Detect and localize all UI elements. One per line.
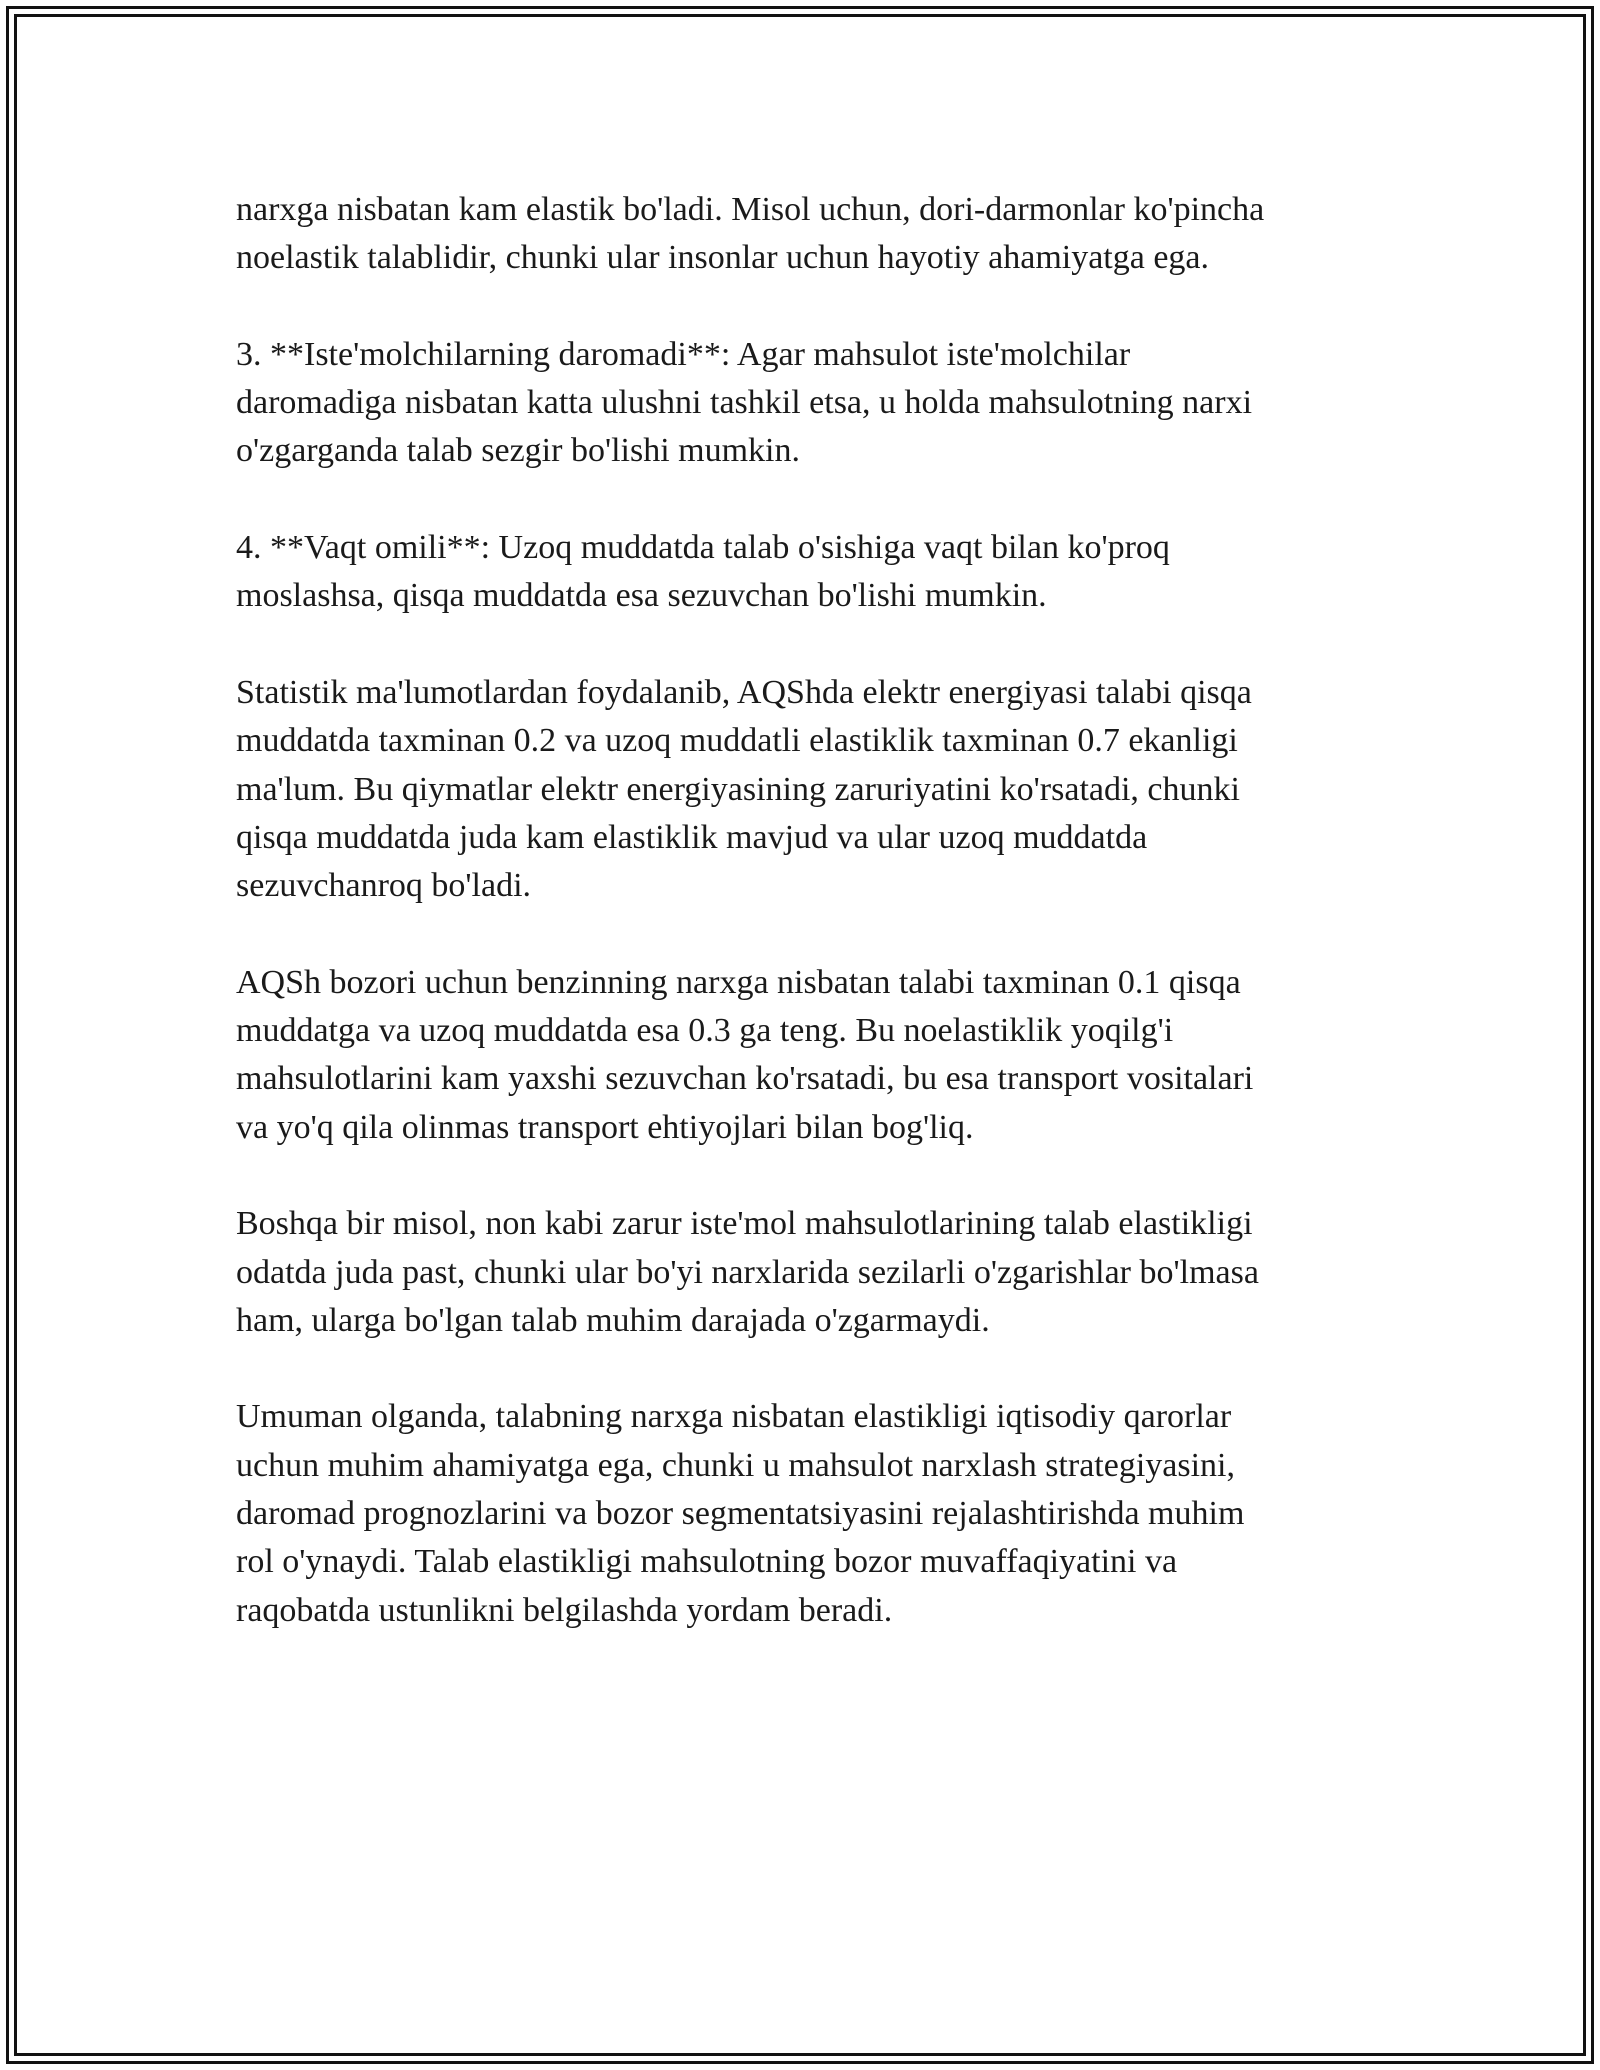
text-line: AQSh bozori uchun benzinning narxga nisbatan talabi taxminan 0.1 qisqa: [236, 963, 1241, 1001]
paragraph-consumer-income: [236, 331, 1366, 476]
text-line: sezuvchanroq bo'ladi.: [236, 867, 532, 905]
text-line: odatda juda past, chunki ular bo'yi narxlarida sezilarli o'zgarishlar bo'lmasa: [236, 1253, 1259, 1291]
text-line: daromad prognozlarini va bozor segmentatsiyasini rejalashtirishda muhim: [236, 1495, 1245, 1533]
paragraph-time-factor: [236, 524, 1366, 621]
text-line: narxga nisbatan kam elastik bo'ladi. Misol uchun, dori-darmonlar ko'pincha: [236, 191, 1265, 228]
text-line: Statistik ma'lumotlardan foydalanib, AQShda elektr energiyasi talabi qisqa: [236, 673, 1252, 711]
text-line: Umuman olganda, talabning narxga nisbatan elastikligi iqtisodiy qarorlar: [236, 1398, 1232, 1436]
text-line: muddatga va uzoq muddatda esa 0.3 ga teng. Bu noelastiklik yoqilg'i: [236, 1012, 1174, 1050]
text-line: moslashsa, qisqa muddatda esa sezuvchan bo'lishi mumkin.: [236, 577, 1047, 615]
text-line: muddatda taxminan 0.2 va uzoq muddatli elastiklik taxminan 0.7 ekanligi: [236, 722, 1238, 760]
text-line: noelastik talablidir, chunki ular insonlar uchun hayotiy ahamiyatga ega.: [236, 239, 1210, 277]
text-line: uchun muhim ahamiyatga ega, chunki u mahsulot narxlash strategiyasini,: [236, 1446, 1235, 1484]
paragraph-gasoline-demand: [236, 959, 1366, 1152]
text-line: va yo'q qila olinmas transport ehtiyojlari bilan bog'liq.: [236, 1108, 974, 1146]
text-line: ma'lum. Bu qiymatlar elektr energiyasining zaruriyatini ko'rsatadi, chunki: [236, 770, 1240, 808]
text-line: raqobatda ustunlikni belgilashda yordam beradi.: [236, 1591, 893, 1629]
text-line: rol o'ynaydi. Talab elastikligi mahsulotning bozor muvaffaqiyatini va: [236, 1543, 1178, 1581]
text-line: qisqa muddatda juda kam elastiklik mavjud va ular uzoq muddatda: [236, 818, 1148, 856]
paragraph-conclusion: [236, 1393, 1366, 1634]
text-line: 3. **Iste'molchilarning daromadi**: Agar mahsulot iste'molchilar: [236, 335, 1131, 373]
text-line: 4. **Vaqt omili**: Uzoq muddatda talab o'sishiga vaqt bilan ko'proq: [236, 529, 1170, 567]
text-line: Boshqa bir misol, non kabi zarur iste'mol mahsulotlarining talab elastikligi: [236, 1205, 1253, 1243]
text-line: mahsulotlarini kam yaxshi sezuvchan ko'rsatadi, bu esa transport vositalari: [236, 1060, 1254, 1098]
text-line: daromadiga nisbatan katta ulushni tashkil etsa, u holda mahsulotning narxi: [236, 384, 1253, 422]
text-line: ham, ularga bo'lgan talab muhim darajada o'zgarmaydi.: [236, 1301, 990, 1339]
document-body: [236, 186, 1366, 1683]
text-line: o'zgarganda talab sezgir bo'lishi mumkin.: [236, 432, 800, 470]
paragraph-bread-example: [236, 1200, 1366, 1345]
paragraph-electricity-statistics: [236, 669, 1366, 910]
paragraph-inelastic-goods: [236, 186, 1366, 283]
